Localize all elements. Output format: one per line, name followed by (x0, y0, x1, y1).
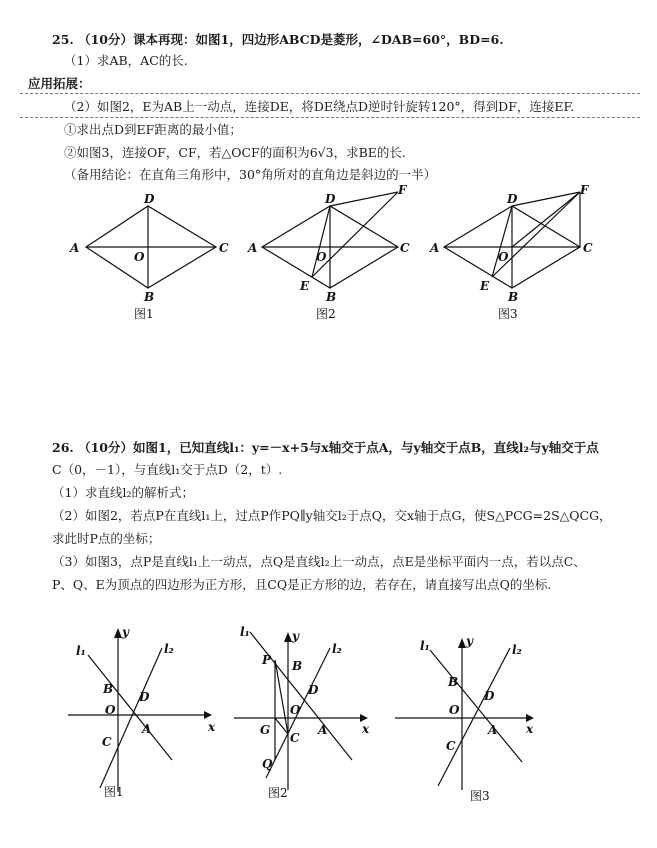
label-x: x (526, 722, 534, 736)
label-b: B (292, 659, 303, 673)
x-axis-arrow (360, 714, 368, 722)
caption-fig3: 图3 (498, 307, 518, 321)
caption-fig2: 图2 (316, 307, 336, 321)
label-d: D (144, 192, 155, 206)
label-a: A (488, 723, 498, 737)
x-axis-arrow (204, 711, 212, 719)
y-axis-arrow (114, 628, 122, 638)
q25-part1: （1）求AB，AC的长. (64, 53, 188, 68)
label-y: y (122, 625, 129, 639)
line-l2 (438, 648, 510, 786)
label-a: A (248, 241, 258, 255)
label-o: O (449, 703, 460, 717)
caption-fig3: 图3 (470, 789, 490, 803)
line-l1 (430, 650, 522, 762)
q25-stem: 25. （10分）课本再现：如图1，四边形ABCD是菱形，∠DAB=60°，BD=6. (52, 32, 504, 47)
label-o: O (134, 250, 145, 264)
label-e: E (300, 279, 310, 293)
label-x: x (208, 720, 216, 734)
q26-stem: 26. （10分）如图1，已知直线l₁：y=－x+5与x轴交于点A，与y轴交于点B，直线l₂与y轴交于点 (52, 440, 599, 455)
q25-part2-sub2: ②如图3，连接OF，CF，若△OCF的面积为6√3，求BE的长. (64, 145, 406, 160)
caption-fig2: 图2 (268, 786, 288, 800)
label-y: y (466, 634, 473, 648)
q26-part3-cont: P、Q、E为顶点的四边形为正方形，且CQ是正方形的边，若存在，请直接写出点Q的坐标. (52, 577, 552, 592)
label-o: O (105, 703, 116, 717)
label-a: A (142, 722, 152, 736)
x-axis-arrow (526, 714, 534, 722)
label-q: Q (262, 757, 273, 771)
label-e: E (480, 279, 490, 293)
label-l2: l₂ (164, 642, 174, 656)
label-d: D (308, 683, 319, 697)
label-c: C (290, 731, 300, 745)
label-l1: l₁ (76, 644, 86, 658)
line-l2 (100, 648, 162, 788)
label-c: C (446, 739, 456, 753)
label-c: C (219, 241, 229, 255)
label-d: D (325, 192, 336, 206)
label-b: B (448, 675, 459, 689)
label-o: O (498, 250, 509, 264)
q26-figure-1 (68, 625, 216, 799)
caption-fig1: 图1 (104, 785, 124, 799)
label-a: A (318, 723, 328, 737)
label-c: C (400, 241, 410, 255)
y-axis-arrow (284, 632, 292, 642)
q26-part2-cont: 求此时P点的坐标； (52, 531, 161, 546)
label-l2: l₂ (512, 643, 522, 657)
q26-part1: （1）求直线l₂的解析式； (52, 485, 194, 500)
q26-figure-3 (395, 634, 534, 803)
label-l1: l₁ (420, 639, 430, 653)
q25-part2: （2）如图2，E为AB上一动点，连接DE，将DE绕点D逆时针旋转120°，得到DF，连接EF. (64, 99, 575, 114)
label-c: C (102, 735, 112, 749)
q26-figure-2 (234, 625, 370, 800)
label-c: C (583, 241, 593, 255)
q26-part2: （2）如图2，若点P在直线l₁上，过点P作PQ∥y轴交l₂于点Q，交x轴于点G，使S△PCG=2S△QCG， (52, 508, 612, 523)
label-p: P (262, 653, 272, 667)
label-b: B (103, 682, 114, 696)
label-x: x (362, 722, 370, 736)
q26-part3: （3）如图3，点P是直线l₁上一动点，点Q是直线l₂上一动点，点E是坐标平面内一点，若以点C、 (52, 554, 586, 569)
label-g: G (260, 723, 271, 737)
label-d: D (484, 689, 495, 703)
label-b: B (326, 290, 337, 304)
label-d: D (507, 192, 518, 206)
caption-fig1: 图1 (134, 307, 154, 321)
label-y: y (292, 629, 299, 643)
label-o: O (290, 703, 301, 717)
label-d: D (139, 690, 150, 704)
label-a: A (70, 241, 80, 255)
label-b: B (508, 290, 519, 304)
label-l1: l₁ (240, 625, 250, 639)
q25-extension-heading: 应用拓展： (28, 76, 91, 91)
label-l2: l₂ (332, 642, 342, 656)
line-l1 (88, 655, 172, 760)
q25-hint: （备用结论：在直角三角形中，30°角所对的直角边是斜边的一半） (64, 167, 437, 182)
q25-part2-sub1: ①求出点D到EF距离的最小值； (64, 122, 242, 137)
label-f: F (580, 183, 589, 197)
label-b: B (144, 290, 155, 304)
label-a: A (430, 241, 440, 255)
label-o: O (316, 250, 327, 264)
label-f: F (398, 183, 407, 197)
y-axis-arrow (458, 638, 466, 648)
q26-stem-cont: C（0，－1），与直线l₁交于点D（2，t）. (52, 462, 283, 477)
